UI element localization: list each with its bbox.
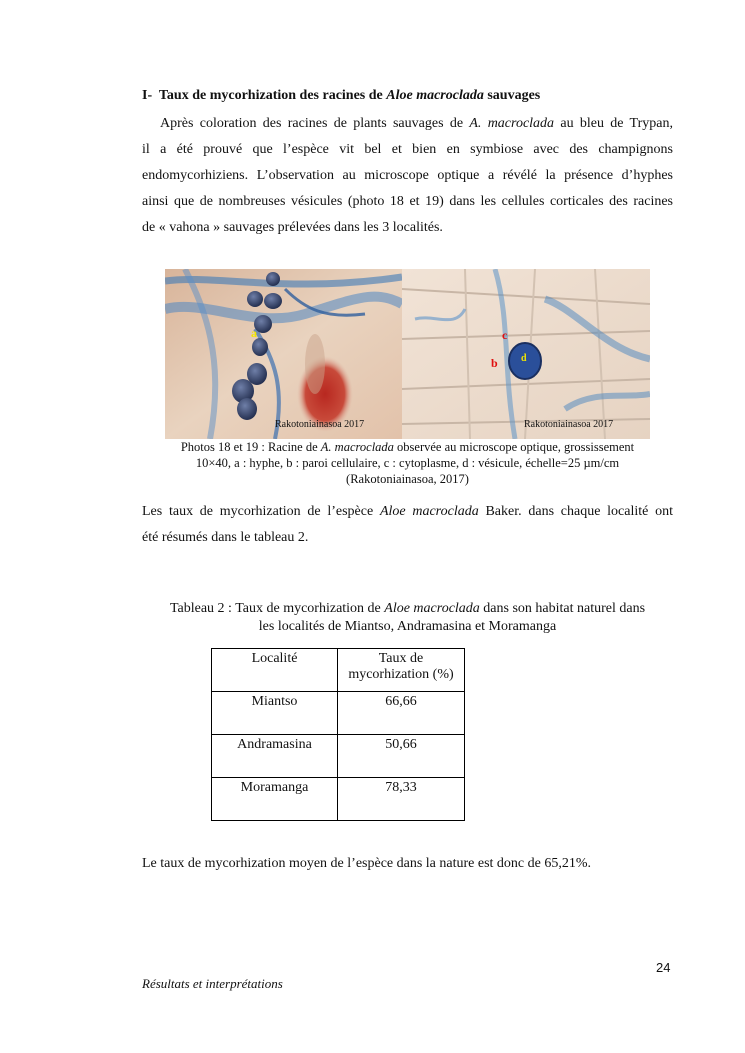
table-row (212, 735, 465, 778)
label-b: b (491, 356, 498, 370)
cell-locality: Miantso (212, 692, 338, 735)
cell-locality: Moramanga (212, 778, 338, 821)
header-rate: Taux de mycorhization (%) (338, 649, 465, 692)
section-title-suffix: sauvages (483, 88, 541, 103)
label-d: d (521, 353, 527, 364)
table-row (212, 778, 465, 821)
header-locality: Localité (212, 649, 338, 692)
photo-19 (402, 269, 650, 439)
label-a: a (251, 326, 257, 340)
cell-rate: 66,66 (338, 692, 465, 735)
intro-line: il a été prouvé que l’espèce vit bel et bien en symbiose avec des champignons (142, 142, 673, 157)
cell-locality: Andramasina (212, 735, 338, 778)
summary-line: Les taux de mycorhization de l’espèce Aloe macroclada Baker. dans chaque localité ont (142, 504, 673, 519)
table-header-row (212, 649, 465, 692)
section-title-species: Aloe macroclada (386, 88, 484, 103)
table-row (212, 692, 465, 735)
intro-line: de « vahona » sauvages prélevées dans les 3 localités. (142, 220, 443, 235)
summary-line: été résumés dans le tableau 2. (142, 530, 309, 545)
section-number: I- (142, 88, 153, 103)
section-heading (142, 88, 540, 104)
cell-rate: 78,33 (338, 778, 465, 821)
intro-line: Après coloration des racines de plants sauvages de A. macroclada au bleu de Trypan, (160, 116, 673, 131)
intro-paragraph (142, 111, 673, 241)
microscope-photos (165, 269, 650, 439)
photo-credit-right: Rakotoniainasoa 2017 (524, 419, 614, 430)
summary-paragraph (142, 499, 673, 551)
intro-line: ainsi que de nombreuses vésicules (photo 18 et 19) dans les cellules corticales des racines (142, 194, 673, 209)
mycorhization-table (211, 648, 465, 821)
page-number: 24 (656, 960, 671, 975)
intro-line: endomycorhiziens. L’observation au microscope optique a révélé la présence d’hyphes (142, 168, 673, 183)
section-title-text: Taux de mycorhization des racines de (158, 88, 387, 103)
page-footer: Résultats et interprétations (142, 976, 283, 991)
photo-caption: Photos 18 et 19 : Racine de A. macroclada observée au microscope optique, grossissement 10×40, a : hyphe, b : paroi cellulaire, c : cytoplasme, d : vésicule, échelle=25 µm/cm (Rakotoniainasoa, 2017) (180, 440, 635, 486)
conclusion-text: Le taux de mycorhization moyen de l’espèce dans la nature est donc de 65,21%. (142, 856, 592, 871)
label-c: c (502, 328, 508, 342)
photo-18 (165, 269, 402, 439)
table-caption: Tableau 2 : Taux de mycorhization de Aloe macroclada dans son habitat naturel dans les localités de Miantso, Andramasina et Moramanga (169, 601, 646, 634)
photo-credit-left: Rakotoniainasoa 2017 (275, 419, 365, 430)
cell-rate: 50,66 (338, 735, 465, 778)
